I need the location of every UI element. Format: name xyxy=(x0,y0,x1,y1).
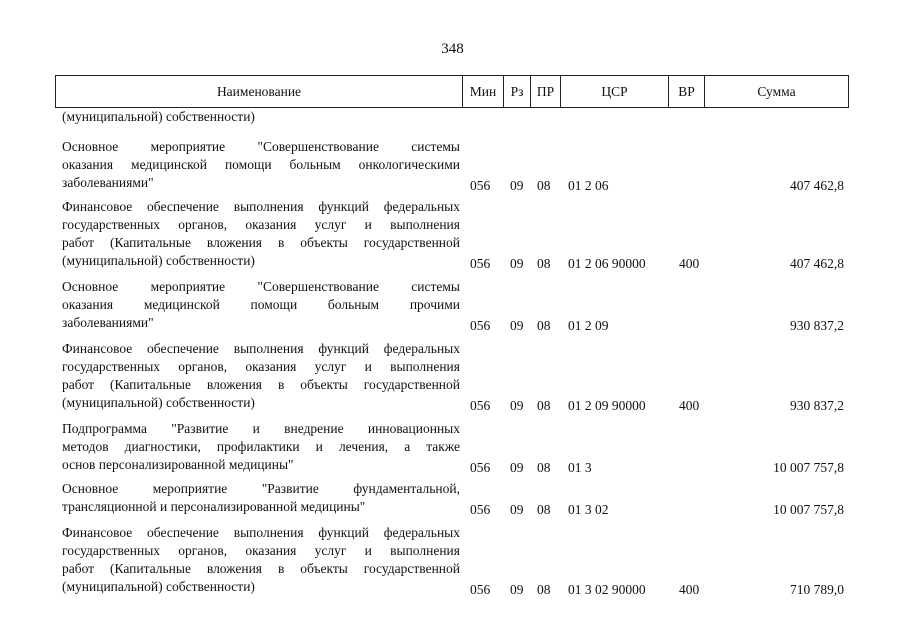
name-line: работ (Капитальные вложения в объекты государственной xyxy=(62,235,460,250)
pr-value: 08 xyxy=(537,582,551,597)
name-line: Финансовое обеспечение выполнения функций федеральных xyxy=(62,341,460,356)
min-value: 056 xyxy=(470,318,491,333)
csr-value: 01 2 09 xyxy=(568,318,609,333)
column-header-pr: ПР xyxy=(531,76,561,107)
rz-value: 09 xyxy=(510,582,524,597)
row-name xyxy=(62,524,460,596)
name-line: государственных органов, оказания услуг и выполнения xyxy=(62,359,460,374)
name-line: (муниципальной) собственности) xyxy=(62,109,255,124)
sum-value: 407 462,8 xyxy=(790,178,844,193)
pr-value: 08 xyxy=(537,256,551,271)
name-line: основ персонализированной медицины" xyxy=(62,457,294,472)
row-name xyxy=(62,108,460,126)
sum-value: 10 007 757,8 xyxy=(773,502,844,517)
sum-value: 930 837,2 xyxy=(790,398,844,413)
column-header-csr: ЦСР xyxy=(561,76,669,107)
name-line: Основное мероприятие "Совершенствование системы xyxy=(62,139,460,154)
row-name xyxy=(62,340,460,412)
name-line: (муниципальной) собственности) xyxy=(62,253,255,268)
csr-value: 01 2 06 90000 xyxy=(568,256,646,271)
sum-value: 407 462,8 xyxy=(790,256,844,271)
row-name xyxy=(62,420,460,474)
sum-value: 930 837,2 xyxy=(790,318,844,333)
name-line: оказания медицинской помощи больным онкологическими xyxy=(62,157,460,172)
vr-value: 400 xyxy=(679,398,700,413)
name-line: методов диагностики, профилактики и лечения, а также xyxy=(62,439,460,454)
vr-value: 400 xyxy=(679,256,700,271)
pr-value: 08 xyxy=(537,398,551,413)
csr-value: 01 3 02 xyxy=(568,502,609,517)
page-number: 348 xyxy=(441,41,464,57)
rz-value: 09 xyxy=(510,256,524,271)
row-name xyxy=(62,198,460,270)
column-header-min: Мин xyxy=(463,76,504,107)
column-header-sum: Сумма xyxy=(757,84,796,99)
min-value: 056 xyxy=(470,398,491,413)
csr-value: 01 3 02 90000 xyxy=(568,582,646,597)
name-line: оказания медицинской помощи больным прочими xyxy=(62,297,460,312)
name-line: заболеваниями" xyxy=(62,315,154,330)
column-header-name: Наименование xyxy=(56,76,463,107)
csr-value: 01 2 06 xyxy=(568,178,609,193)
csr-value: 01 2 09 90000 xyxy=(568,398,646,413)
row-name xyxy=(62,138,460,192)
vr-value: 400 xyxy=(679,582,700,597)
name-line: заболеваниями" xyxy=(62,175,154,190)
csr-value: 01 3 xyxy=(568,460,592,475)
sum-value: 10 007 757,8 xyxy=(773,460,844,475)
sum-value: 710 789,0 xyxy=(790,582,844,597)
name-line: государственных органов, оказания услуг и выполнения xyxy=(62,217,460,232)
pr-value: 08 xyxy=(537,502,551,517)
rz-value: 09 xyxy=(510,460,524,475)
column-header-rz: Рз xyxy=(504,76,531,107)
min-value: 056 xyxy=(470,460,491,475)
name-line: государственных органов, оказания услуг и выполнения xyxy=(62,543,460,558)
name-line: (муниципальной) собственности) xyxy=(62,395,255,410)
rz-value: 09 xyxy=(510,398,524,413)
name-line: Финансовое обеспечение выполнения функций федеральных xyxy=(62,525,460,540)
rz-value: 09 xyxy=(510,318,524,333)
min-value: 056 xyxy=(470,582,491,597)
pr-value: 08 xyxy=(537,460,551,475)
column-header-vr: ВР xyxy=(669,76,705,107)
min-value: 056 xyxy=(470,256,491,271)
row-name xyxy=(62,480,460,516)
name-line: (муниципальной) собственности) xyxy=(62,579,255,594)
name-line: трансляционной и персонализированной медицины" xyxy=(62,499,366,514)
name-line: работ (Капитальные вложения в объекты государственной xyxy=(62,561,460,576)
name-line: Основное мероприятие "Развитие фундаментальной, xyxy=(62,481,460,496)
pr-value: 08 xyxy=(537,318,551,333)
name-line: Финансовое обеспечение выполнения функций федеральных xyxy=(62,199,460,214)
rz-value: 09 xyxy=(510,502,524,517)
table-header xyxy=(55,75,849,108)
pr-value: 08 xyxy=(537,178,551,193)
row-name xyxy=(62,278,460,332)
rz-value: 09 xyxy=(510,178,524,193)
name-line: Подпрограмма "Развитие и внедрение инновационных xyxy=(62,421,460,436)
min-value: 056 xyxy=(470,178,491,193)
name-line: Основное мероприятие "Совершенствование системы xyxy=(62,279,460,294)
min-value: 056 xyxy=(470,502,491,517)
name-line: работ (Капитальные вложения в объекты государственной xyxy=(62,377,460,392)
